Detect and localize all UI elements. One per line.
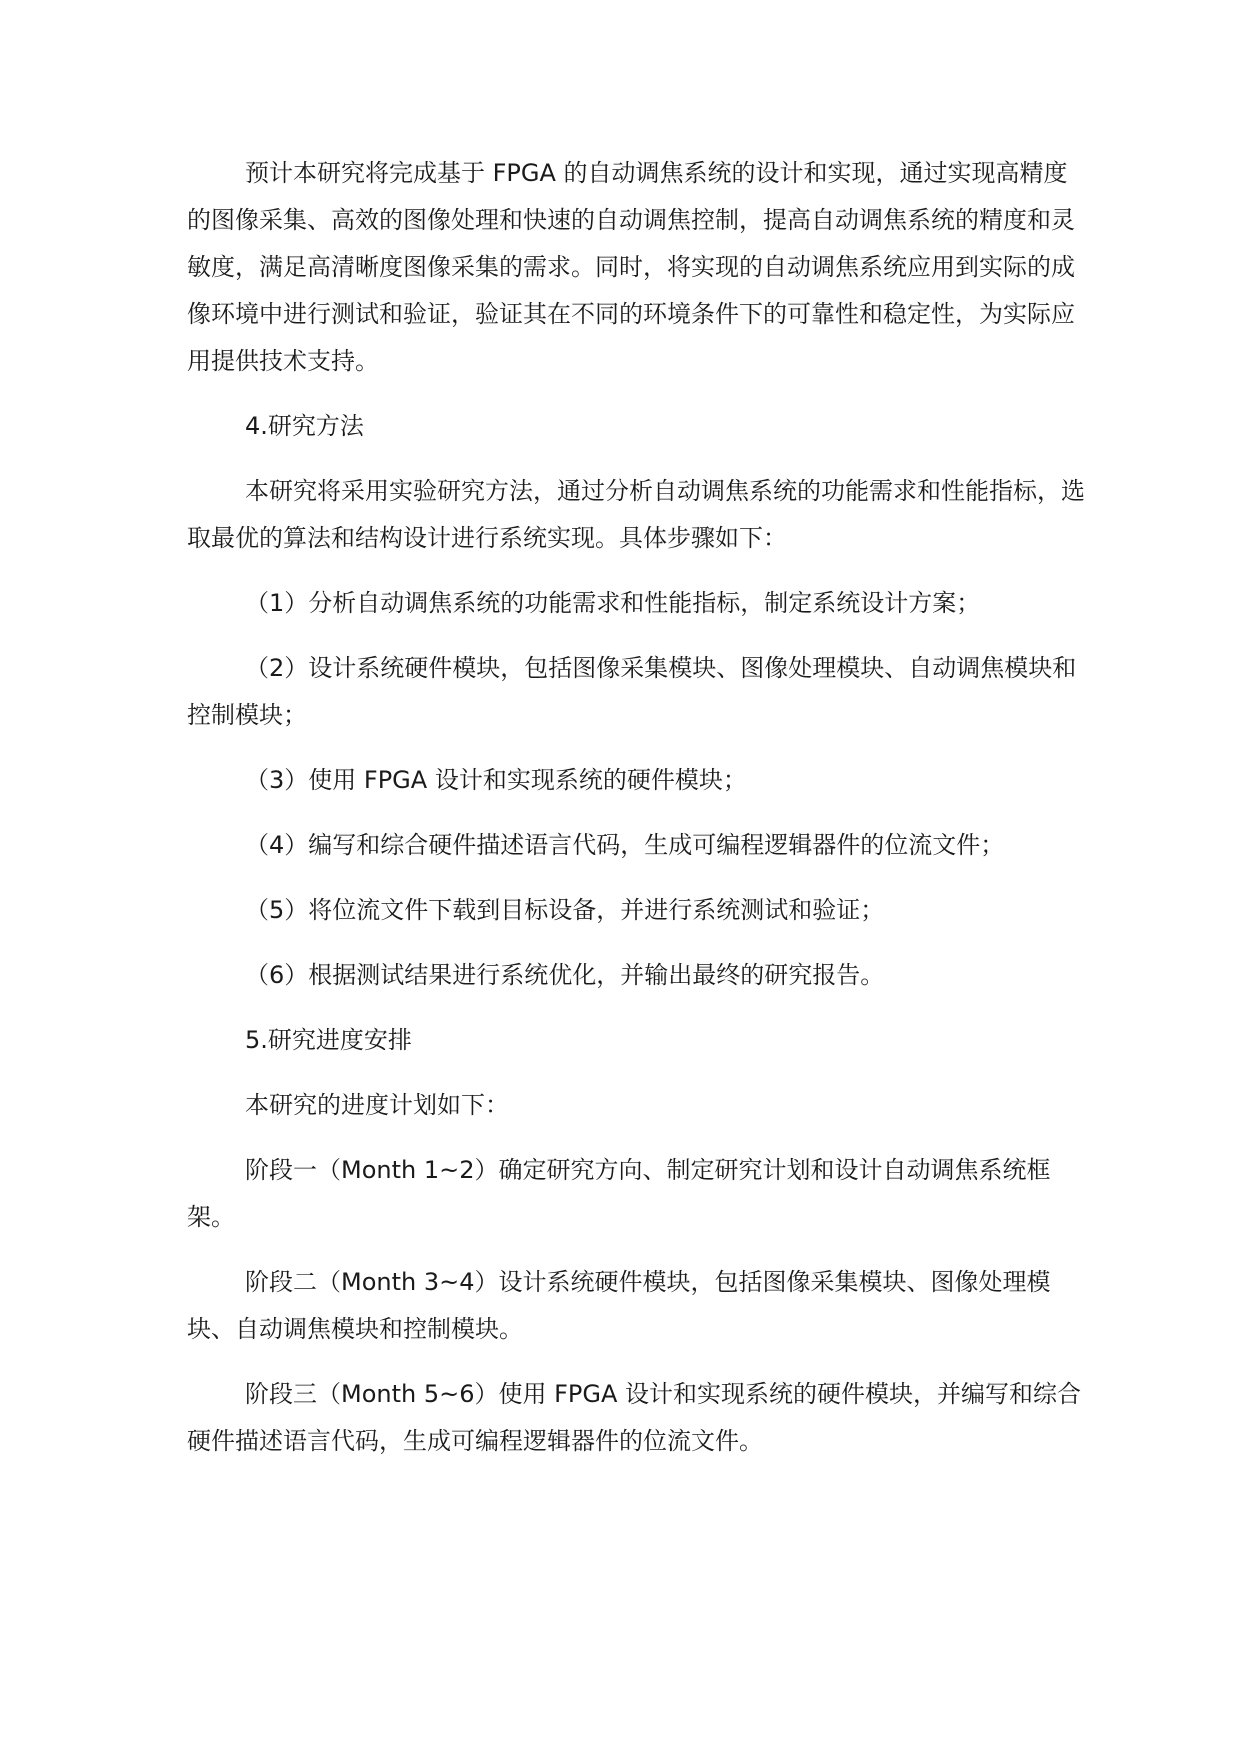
paragraph-schedule-intro: 本研究的进度计划如下： (245, 1091, 509, 1119)
step-item-4: （4）编写和综合硬件描述语言代码，生成可编程逻辑器件的位流文件； (245, 831, 1005, 859)
document-body (187, 150, 1087, 1483)
schedule-stage-2: 阶段二（Month 3~4）设计系统硬件模块，包括图像采集模块、图像处理模块、自动调焦模块和控制模块。 (187, 1268, 1051, 1343)
section-heading-schedule: 5.研究进度安排 (245, 1026, 412, 1054)
paragraph-methods-intro: 本研究将采用实验研究方法，通过分析自动调焦系统的功能需求和性能指标，选取最优的算法和结构设计进行系统实现。具体步骤如下： (187, 477, 1085, 552)
schedule-stage-3: 阶段三（Month 5~6）使用 FPGA 设计和实现系统的硬件模块，并编写和综合硬件描述语言代码，生成可编程逻辑器件的位流文件。 (187, 1380, 1082, 1455)
section-heading-research-methods: 4.研究方法 (245, 412, 364, 440)
step-item-6: （6）根据测试结果进行系统优化，并输出最终的研究报告。 (245, 961, 885, 989)
schedule-stage-1: 阶段一（Month 1~2）确定研究方向、制定研究计划和设计自动调焦系统框架。 (187, 1156, 1051, 1231)
step-item-3: （3）使用 FPGA 设计和实现系统的硬件模块； (245, 766, 747, 794)
paragraph-expected-results: 预计本研究将完成基于 FPGA 的自动调焦系统的设计和实现，通过实现高精度的图像采集、高效的图像处理和快速的自动调焦控制，提高自动调焦系统的精度和灵敏度，满足高清晰度图像采集的需求。同时，将实现的自动调焦系统应用到实际的成像环境中进行测试和验证，验证其在不同的环境条件下的可靠性和稳定性，为实际应用提供技术支持。 (187, 159, 1075, 375)
step-item-5: （5）将位流文件下载到目标设备，并进行系统测试和验证； (245, 896, 885, 924)
step-item-2: （2）设计系统硬件模块，包括图像采集模块、图像处理模块、自动调焦模块和控制模块； (187, 654, 1077, 729)
step-item-1: （1）分析自动调焦系统的功能需求和性能指标，制定系统设计方案； (245, 589, 981, 617)
